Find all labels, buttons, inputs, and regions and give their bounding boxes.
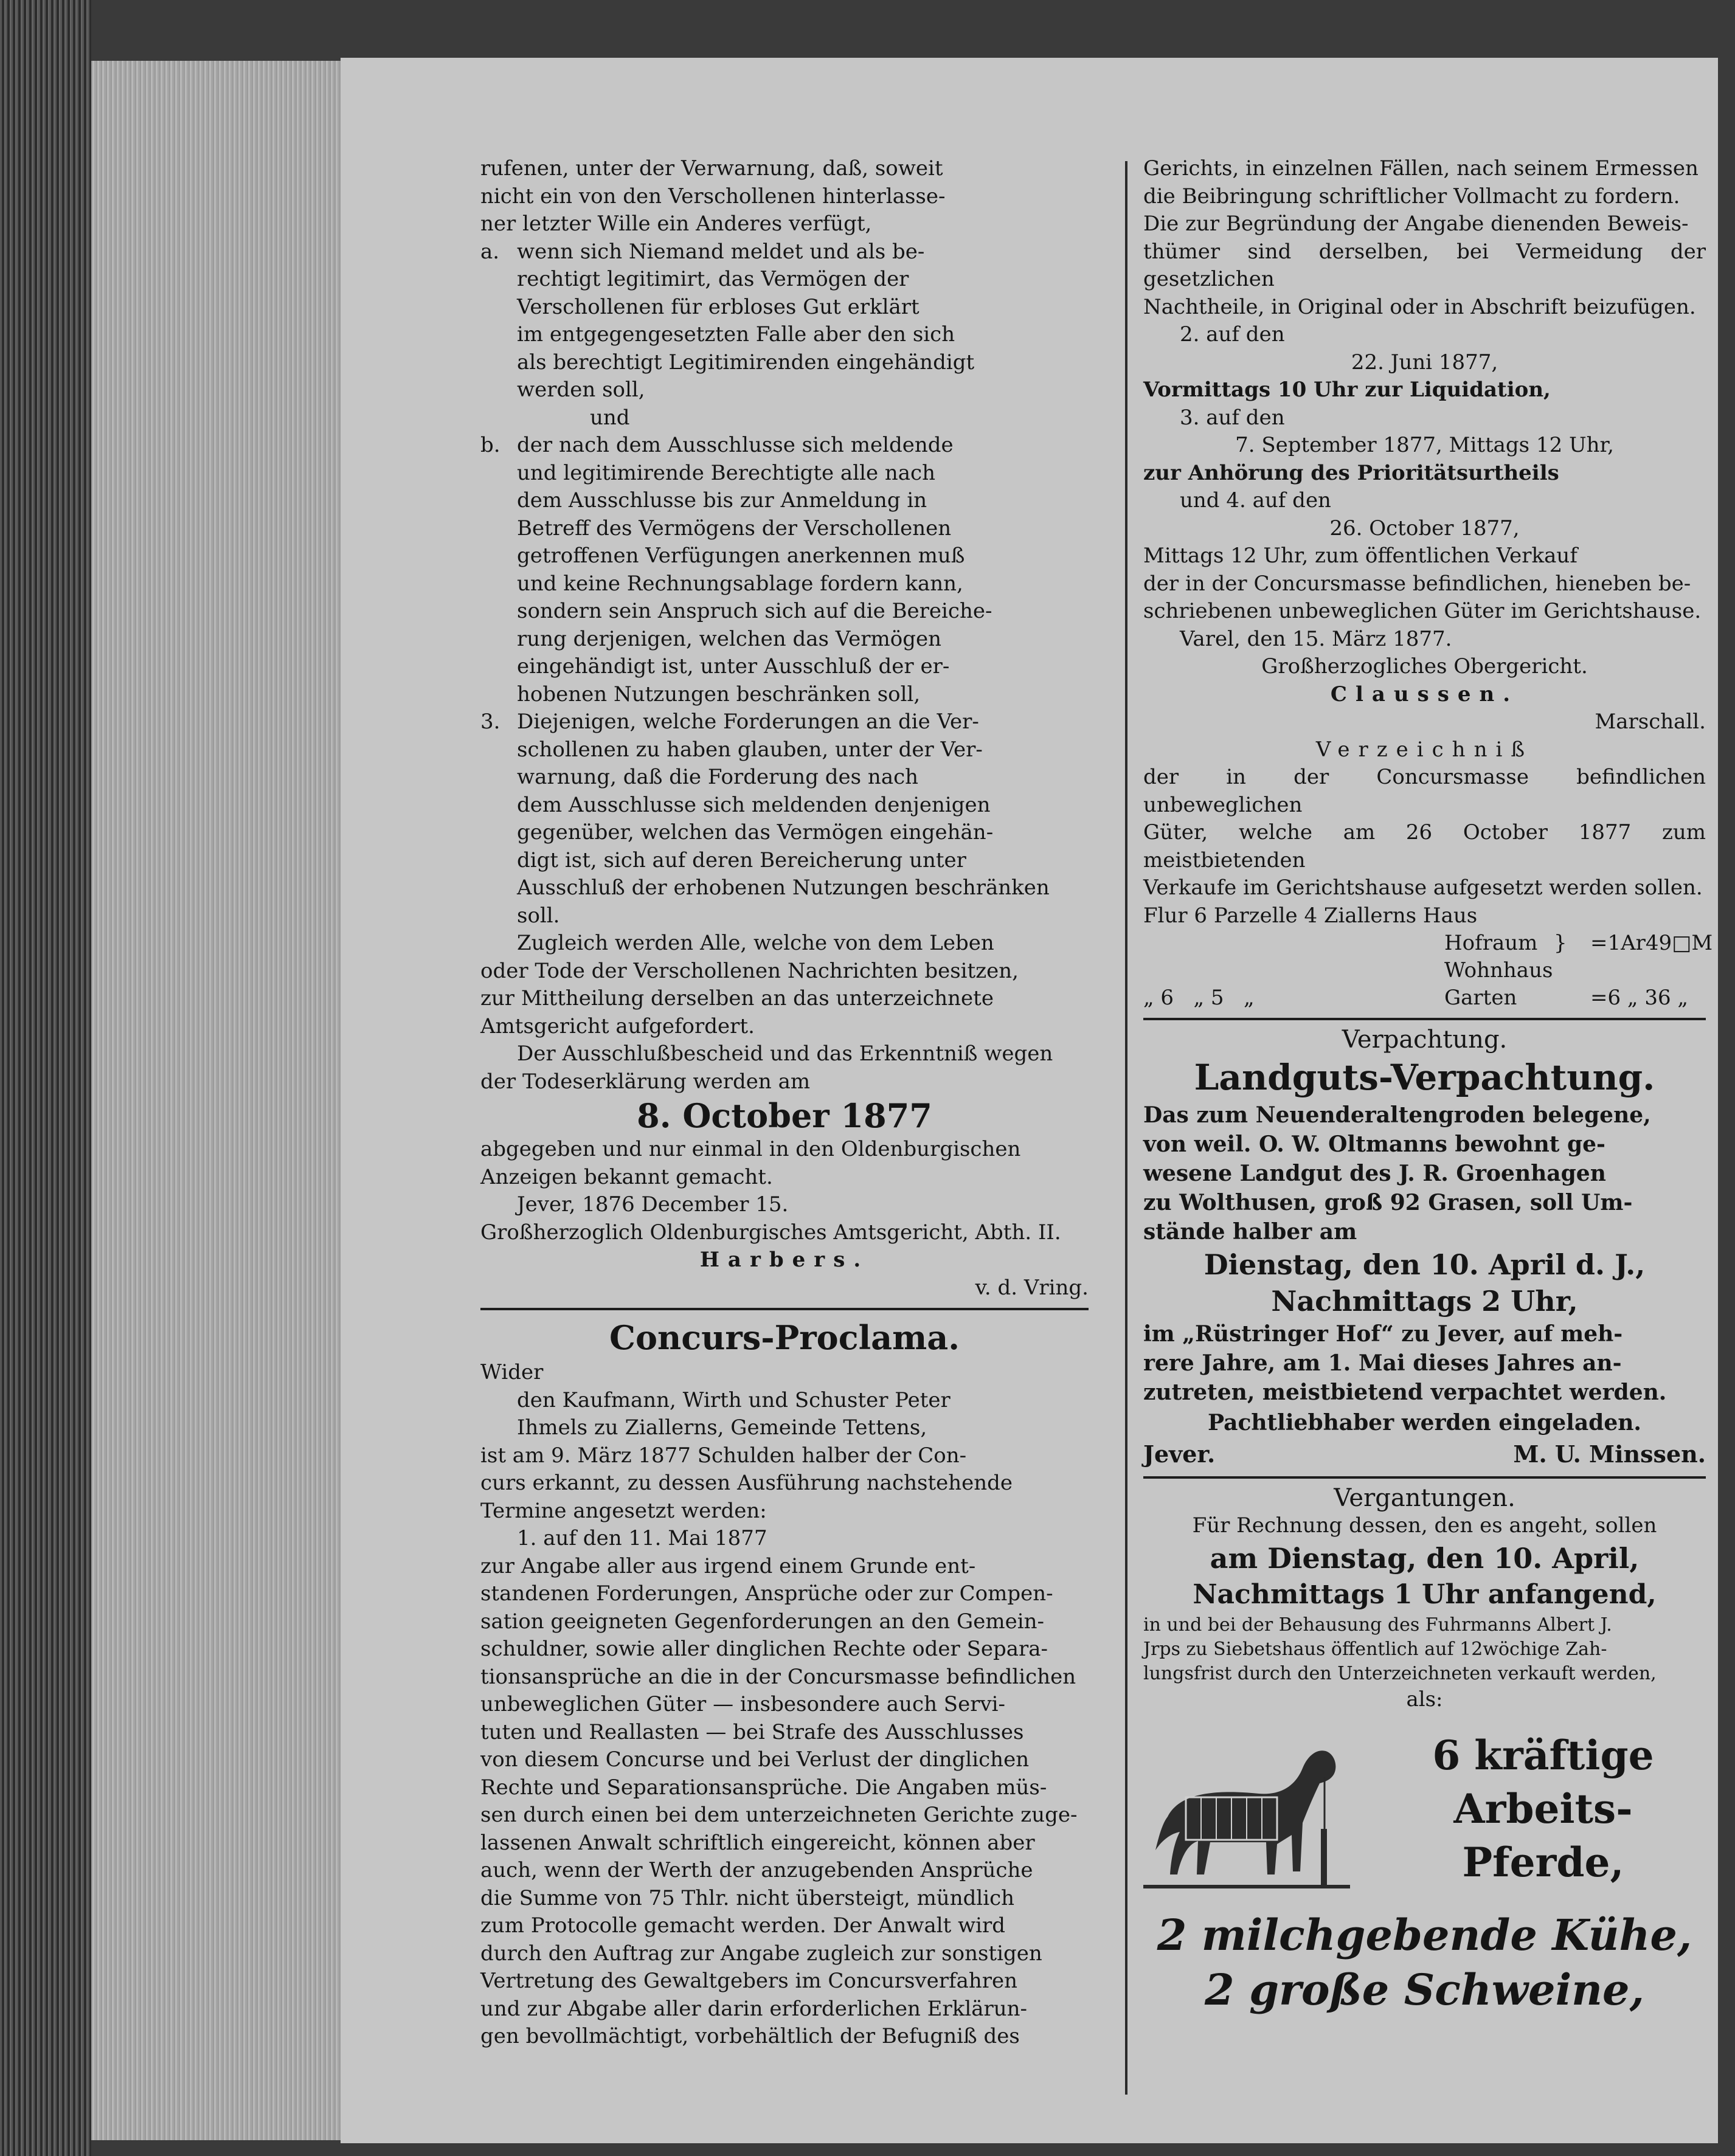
verpachtung-signature-row <box>1143 1439 1706 1470</box>
text-line: Der Ausschlußbescheid und das Erkenntniß wegen <box>517 1042 1053 1066</box>
text-line: rechtigt legitimirt, das Vermögen der <box>517 267 909 291</box>
list-cell: =6 „ 36 „ <box>1590 986 1689 1010</box>
court-name: Großherzogliches Obergericht. <box>1261 654 1588 679</box>
text-line: zutreten, meistbietend verpachtet werden. <box>1143 1379 1667 1405</box>
text-line: und keine Rechnungsablage fordern kann, <box>517 571 963 596</box>
concurs-body <box>480 1553 1089 2051</box>
vergantungen-date: am Dienstag, den 10. April, <box>1210 1541 1640 1575</box>
term-4: und 4. auf den <box>1180 488 1331 513</box>
section-divider <box>1143 1476 1706 1479</box>
section-divider <box>1143 1018 1706 1020</box>
text-line: lungsfrist durch den Unterzeichneten verkauft werden, <box>1143 1662 1657 1684</box>
wider-label: Wider <box>480 1360 544 1384</box>
zugleich-paragraph <box>480 930 1089 1040</box>
text-line: als berechtigt Legitimirenden eingehändigt <box>517 350 975 375</box>
text-line: durch den Auftrag zur Angabe zugleich zur sonstigen <box>480 1941 1042 1966</box>
text-line: Betreff des Vermögens der Verschollenen <box>517 516 952 541</box>
page-stack-edges <box>91 61 347 2140</box>
text-line: schuldner, sowie aller dinglichen Rechte oder Separa- <box>480 1637 1048 1661</box>
text-line: digt ist, sich auf deren Bereicherung unter <box>517 848 966 872</box>
verpachtung-place: Jever. <box>1143 1440 1216 1468</box>
verpachtung-body <box>1143 1100 1706 1246</box>
verpachtung-body-2 <box>1143 1319 1706 1407</box>
left-column <box>480 155 1089 2051</box>
list-cell: „ <box>1244 986 1255 1010</box>
text-line: zur Angabe aller aus irgend einem Grunde ent- <box>480 1553 976 1578</box>
text-line: im entgegengesetzten Falle aber den sich <box>517 322 955 347</box>
signer-name: Harbers. <box>699 1248 870 1272</box>
term-3-date: 7. September 1877, Mittags 12 Uhr, <box>1235 433 1614 457</box>
verpachtung-date: Dienstag, den 10. April d. J., <box>1203 1248 1646 1281</box>
list-cell: Wohnhaus <box>1444 958 1553 983</box>
text-line: Jrps zu Siebetshaus öffentlich auf 12wöchige Zah- <box>1143 1638 1607 1660</box>
concurs-title: Concurs-Proclama. <box>609 1318 960 1357</box>
list-intro <box>1143 764 1706 902</box>
text-line: hobenen Nutzungen beschränken soll, <box>517 682 921 707</box>
text-line: unbeweglichen Güter — insbesondere auch Servi- <box>480 1692 1006 1716</box>
list-title: Verzeichniß <box>1315 737 1534 762</box>
vergantungen-time: Nachmittags 1 Uhr anfangend, <box>1193 1578 1657 1610</box>
text-line: thümer sind derselben, bei Vermeidung der gesetzlichen <box>1143 239 1706 291</box>
newspaper-page <box>341 58 1718 2143</box>
text-line: der in der Concursmasse befindlichen unbeweglichen <box>1143 765 1706 817</box>
text-line: gen bevollmächtigt, vorbehältlich der Befugniß des <box>480 2024 1020 2048</box>
verpachtung-time: Nachmittags 2 Uhr, <box>1271 1284 1578 1318</box>
vergantungen-body <box>1143 1613 1706 1686</box>
text-line: rufenen, unter der Verwarnung, daß, soweit <box>480 156 943 181</box>
text-line: Güter, welche am 26 October 1877 zum meistbietenden <box>1143 820 1706 872</box>
text-line: von diesem Concurse und bei Verlust der dinglichen <box>480 1747 1030 1772</box>
text-line: warnung, daß die Forderung des nach <box>517 765 919 789</box>
text-line: standenen Forderungen, Ansprüche oder zur Compen- <box>480 1581 1053 1606</box>
scan-book-edge <box>0 0 91 2156</box>
text-line: zu Wolthusen, groß 92 Grasen, soll Um- <box>1143 1189 1633 1215</box>
item-b <box>480 432 1089 708</box>
text-line: nicht ein von den Verschollenen hinterlasse- <box>480 184 946 209</box>
column-rule <box>1125 161 1127 2095</box>
text-line: sen durch einen bei dem unterzeichneten Gerichte zuge- <box>480 1803 1078 1827</box>
text-line: rung derjenigen, welchen das Vermögen <box>517 626 942 651</box>
text-line: und zur Abgabe aller darin erforderlichen Erklärun- <box>480 1996 1028 2021</box>
text-line: tionsansprüche an die in der Concursmasse befindlichen <box>480 1664 1076 1689</box>
place-date: Jever, 1876 December 15. <box>517 1192 789 1217</box>
verpachtung-title: Landguts-Verpachtung. <box>1194 1056 1655 1098</box>
signer-secondary: Marschall. <box>1595 710 1706 734</box>
verpachtung-head: Verpachtung. <box>1342 1026 1508 1054</box>
court-name: Großherzoglich Oldenburgisches Amtsgericht, Abth. II. <box>480 1220 1061 1245</box>
item-marker: b. <box>480 433 500 457</box>
text-line: Termine angesetzt werden: <box>480 1498 767 1523</box>
text-line: Gerichts, in einzelnen Fällen, nach seinem Ermessen <box>1143 156 1699 181</box>
list-cell: Garten <box>1444 986 1517 1010</box>
text-line: sation geeigneten Gegenforderungen an den Gemein- <box>480 1609 1044 1634</box>
text-line: und legitimirende Berechtigte alle nach <box>517 460 935 485</box>
text-line: der in der Concursmasse befindlichen, hieneben be- <box>1143 571 1691 596</box>
signer-secondary: v. d. Vring. <box>975 1275 1089 1300</box>
text-line: abgegeben und nur einmal in den Oldenburgischen <box>480 1137 1021 1161</box>
text-line: werden soll, <box>517 378 645 402</box>
list-row: Flur 6 Parzelle 4 Ziallerns Haus <box>1143 903 1478 928</box>
text-line: auch, wenn der Werth der anzugebenden Ansprüche <box>480 1858 1033 1882</box>
sale-horses <box>1380 1729 1706 1889</box>
text-line: soll. <box>517 903 560 928</box>
text-line: Ihmels zu Ziallerns, Gemeinde Tettens, <box>517 1415 927 1440</box>
text-line: Zugleich werden Alle, welche von dem Leben <box>517 931 994 955</box>
list-cell: „ 6 <box>1143 986 1174 1010</box>
right-column <box>1143 155 1713 2017</box>
item-a <box>480 238 1089 404</box>
abgegeben-paragraph <box>480 1136 1089 1191</box>
list-cell: Hofraum <box>1444 931 1538 955</box>
vergantungen-intro: Für Rechnung dessen, den es angeht, sollen <box>1192 1513 1657 1538</box>
text-line: Diejenigen, welche Forderungen an die Ver- <box>517 710 979 734</box>
text-line: Das zum Neuenderaltengroden belegene, <box>1143 1102 1651 1128</box>
text-line: getroffenen Verfügungen anerkennen muß <box>517 544 965 568</box>
text-line: wesene Landgut des J. R. Groenhagen <box>1143 1160 1606 1186</box>
term-3-purpose: zur Anhörung des Prioritätsurtheils <box>1143 460 1559 485</box>
text-line: Anzeigen bekannt gemacht. <box>480 1164 773 1189</box>
term-4-date: 26. October 1877, <box>1329 516 1520 541</box>
text-line: in und bei der Behausung des Fuhrmanns Albert J. <box>1143 1614 1612 1636</box>
text-line: Die zur Begründung der Angabe dienenden Beweis- <box>1143 212 1689 236</box>
text-line: der nach dem Ausschlusse sich meldende <box>517 433 954 457</box>
text-line: eingehändigt ist, unter Ausschluß der er- <box>517 654 950 679</box>
text-line: Ausschluß der erhobenen Nutzungen beschränken <box>517 876 1050 900</box>
text-line: Rechte und Separationsansprüche. Die Angaben müs- <box>480 1775 1047 1800</box>
text-line: ist am 9. März 1877 Schulden halber der Con- <box>480 1443 967 1468</box>
text-line: Arbeits-Pferde, <box>1453 1785 1633 1886</box>
text-line: dem Ausschlusse bis zur Anmeldung in <box>517 488 927 513</box>
list-cell: „ 5 <box>1193 986 1224 1010</box>
term-2-date: 22. Juni 1877, <box>1351 350 1498 375</box>
horse-icon <box>1143 1726 1350 1902</box>
text-line: die Summe von 75 Thlr. nicht übersteigt, mündlich <box>480 1885 1015 1910</box>
text-line: Nachtheile, in Original oder in Abschrift beizufügen. <box>1143 294 1696 319</box>
text-line: Amtsgericht aufgefordert. <box>480 1014 755 1038</box>
item-3 <box>480 708 1089 930</box>
term-2-purpose: Vormittags 10 Uhr zur Liquidation, <box>1143 378 1551 402</box>
sale-pigs: 2 große Schweine, <box>1205 1964 1644 2015</box>
als-label: als: <box>1406 1687 1443 1712</box>
intro-text <box>480 155 1089 238</box>
signer-name: Claussen. <box>1330 682 1519 707</box>
text-line: von weil. O. W. Oltmanns bewohnt ge- <box>1143 1131 1605 1157</box>
text-line: die Beibringung schriftlicher Vollmacht zu fordern. <box>1143 184 1680 209</box>
place-date: Varel, den 15. März 1877. <box>1180 626 1452 651</box>
horse-ad-row <box>1143 1726 1706 1908</box>
property-table: Hofraum } =1Ar49□M Wohnhaus „ 6 „ 5 „ Garten =6 „ 36 „ <box>1143 930 1706 1012</box>
term-2: 2. auf den <box>1180 322 1285 347</box>
text-line: ner letzter Wille ein Anderes verfügt, <box>480 212 872 236</box>
text-line: zum Protocolle gemacht werden. Der Anwalt wird <box>480 1913 1006 1938</box>
text-line: Verschollenen für erbloses Gut erklärt <box>517 294 919 319</box>
und-connector: und <box>590 405 630 430</box>
term-4-body <box>1143 542 1706 626</box>
text-line: stände halber am <box>1143 1218 1357 1245</box>
text-line: Vertretung des Gewaltgebers im Concursverfahren <box>480 1969 1018 1993</box>
verpachtung-signer: M. U. Minssen. <box>1513 1440 1706 1468</box>
text-line: wenn sich Niemand meldet und als be- <box>517 239 925 264</box>
text-line: schriebenen unbeweglichen Güter im Gerichtshause. <box>1143 599 1702 623</box>
text-line: schollenen zu haben glauben, unter der Ver- <box>517 737 983 762</box>
text-line: Verkaufe im Gerichtshause aufgesetzt werden sollen. <box>1143 876 1703 900</box>
term-1: 1. auf den 11. Mai 1877 <box>517 1526 767 1550</box>
verpachtung-invite: Pachtliebhaber werden eingeladen. <box>1208 1409 1641 1436</box>
text-line: den Kaufmann, Wirth und Schuster Peter <box>517 1387 951 1412</box>
text-line: der Todeserklärung werden am <box>480 1069 811 1094</box>
big-date: 8. October 1877 <box>637 1096 932 1135</box>
item-marker: 3. <box>480 710 500 734</box>
text-line: sondern sein Anspruch sich auf die Bereiche- <box>517 599 992 623</box>
text-line: oder Tode der Verschollenen Nachrichten besitzen, <box>480 958 1019 983</box>
text-line: curs erkannt, zu dessen Ausführung nachstehende <box>480 1471 1013 1495</box>
item-marker: a. <box>480 239 500 264</box>
continuation-text <box>1143 155 1706 321</box>
list-cell: =1Ar49□M <box>1590 931 1713 955</box>
text-line: rere Jahre, am 1. Mai dieses Jahres an- <box>1143 1350 1622 1376</box>
text-line: dem Ausschlusse sich meldenden denjenigen <box>517 792 991 817</box>
bescheid-paragraph <box>480 1040 1089 1096</box>
text-line: 6 kräftige <box>1432 1732 1654 1779</box>
text-line: tuten und Reallasten — bei Strafe des Ausschlusses <box>480 1719 1024 1744</box>
section-divider <box>480 1308 1089 1310</box>
term-3: 3. auf den <box>1180 405 1285 430</box>
text-line: zur Mittheilung derselben an das unterzeichnete <box>480 986 994 1011</box>
concurs-intro <box>480 1387 1089 1525</box>
text-line: Mittags 12 Uhr, zum öffentlichen Verkauf <box>1143 544 1577 568</box>
text-line: gegenüber, welchen das Vermögen eingehän- <box>517 820 994 845</box>
text-line: lassenen Anwalt schriftlich eingereicht, können aber <box>480 1830 1035 1855</box>
text-line: im „Rüstringer Hof“ zu Jever, auf meh- <box>1143 1321 1623 1347</box>
sale-cows: 2 milchgebende Kühe, <box>1157 1910 1692 1960</box>
vergantungen-head: Vergantungen. <box>1334 1484 1515 1512</box>
